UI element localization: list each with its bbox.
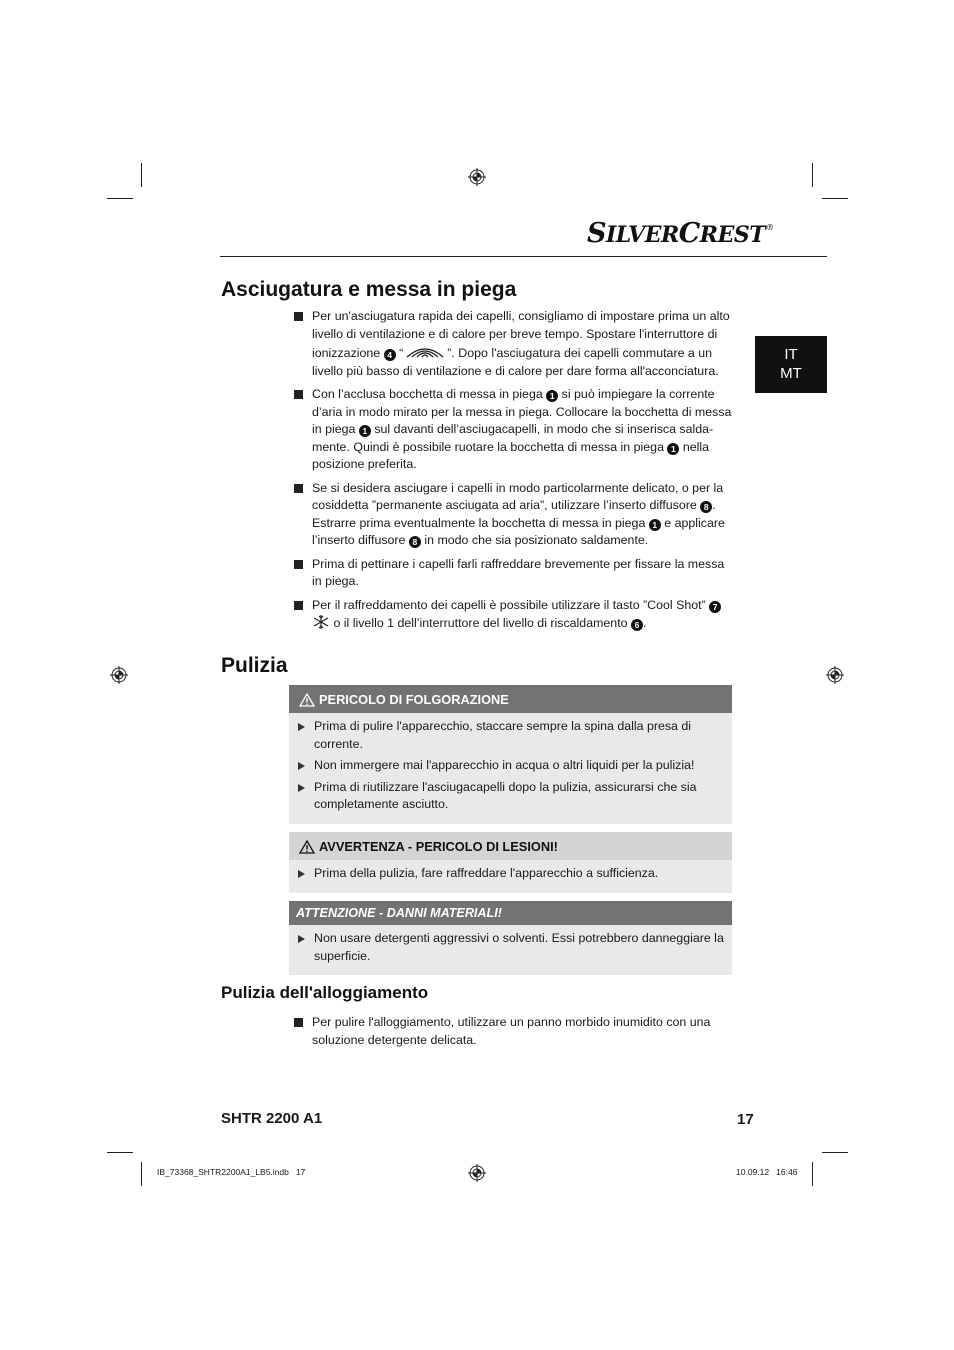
part-number-badge: 1 [649, 519, 661, 531]
arrow-bullet-icon [298, 870, 305, 878]
part-number-badge: 1 [546, 390, 558, 402]
warning-triangle-icon [299, 693, 315, 707]
part-number-badge: 7 [709, 601, 721, 613]
silvercrest-logo: SILVERCREST® [587, 218, 774, 249]
crop-mark [812, 163, 813, 187]
bullet-square-icon [294, 560, 303, 569]
registration-mark-icon [826, 666, 844, 684]
part-number-badge: 1 [359, 425, 371, 437]
language-code: MT [780, 365, 802, 382]
model-number: SHTR 2200 A1 [221, 1110, 323, 1127]
danger-box [289, 685, 732, 824]
warning-box [289, 832, 732, 893]
list-item: Se si desidera asciugare i capelli in modo particolarmente delicato, o per la cosiddetta ”permanente asciugata ad aria”, utilizzare l’inserto diffusore 8 . Estrarre prima eventualmente la bocchetta di messa in piega 1 e applicare l’inserto diffusore 8 in modo che sia posizionato saldamente. [291, 480, 737, 550]
header-rule [220, 256, 827, 257]
warning-header: AVVERTENZA - PERICOLO DI LESIONI! [289, 832, 732, 860]
list-item: Per un'asciugatura rapida dei capelli, consigliamo di impostare prima un alto livello di ventilazione e di calore per breve tempo. Spostare l'interruttore di ionizzazione 4 “ ”. Dopo l'asciugatura dei capelli commutare a un livello più basso di ventilazione e di calore per dare forma all'acconciatura. [291, 308, 737, 380]
section-title: Pulizia [221, 654, 288, 677]
bullet-list [291, 1014, 737, 1055]
list-item: Con l’acclusa bocchetta di messa in piega 1 si può impiegare la corrente d’aria in modo mirato per la messa in piega. Collocare la bocchetta di messa in piega 1 sul davanti dell’asciugacapelli, in modo che si inserisca salda-mente. Quindi è possibile ruotare la bocchetta di messa in piega 1 nella posizione preferita. [291, 386, 737, 474]
list-item: Per il raffreddamento dei capelli è possibile utilizzare il tasto ”Cool Shot” 7 o il livello 1 dell’interruttore del livello di riscaldamento 6 . [291, 597, 737, 633]
list-item: Prima di pettinare i capelli farli raffreddare brevemente per fissare la messa in piega. [291, 556, 737, 591]
part-number-badge: 8 [409, 536, 421, 548]
caution-box [289, 901, 732, 975]
bullet-square-icon [294, 1018, 303, 1027]
language-code: IT [784, 346, 798, 363]
caution-header: ATTENZIONE - DANNI MATERIALI! [289, 901, 732, 925]
crop-mark [812, 1162, 813, 1186]
print-slug-file: IB_73368_SHTR2200A1_LB5.indb 17 [157, 1167, 306, 1177]
part-number-badge: 8 [700, 501, 712, 513]
list-item: Non usare detergenti aggressivi o solventi. Essi potrebbero danneggiare la superficie. [297, 930, 724, 965]
part-number-badge: 4 [384, 349, 396, 361]
bullet-square-icon [294, 484, 303, 493]
bullet-list [291, 308, 737, 639]
crop-mark [822, 198, 848, 199]
danger-header: PERICOLO DI FOLGORAZIONE [289, 685, 732, 713]
crop-mark [107, 198, 133, 199]
arrow-bullet-icon [298, 784, 305, 792]
bullet-square-icon [294, 601, 303, 610]
arrow-bullet-icon [298, 762, 305, 770]
arrow-bullet-icon [298, 935, 305, 943]
crop-mark [141, 1162, 142, 1186]
warning-triangle-icon [299, 840, 315, 854]
list-item: Per pulire l'alloggiamento, utilizzare un panno morbido inumidito con una soluzione detergente delicata. [291, 1014, 737, 1049]
arrow-bullet-icon [298, 723, 305, 731]
snowflake-icon [312, 614, 330, 630]
page-number: 17 [737, 1111, 754, 1128]
print-slug-date: 10.09.12 16:46 [736, 1167, 798, 1177]
registration-mark-icon [110, 666, 128, 684]
list-item: Prima di pulire l'apparecchio, staccare sempre la spina dalla presa di corrente. [297, 718, 724, 753]
list-item: Non immergere mai l'apparecchio in acqua o altri liquidi per la pulizia! [297, 757, 724, 775]
bullet-square-icon [294, 312, 303, 321]
subsection-title: Pulizia dell'alloggiamento [221, 983, 429, 1002]
list-item: Prima di riutilizzare l'asciugacapelli dopo la pulizia, assicurarsi che sia completamente asciutto. [297, 779, 724, 814]
registration-mark-icon [468, 168, 486, 186]
section-title: Asciugatura e messa in piega [221, 278, 517, 301]
registration-mark-icon [468, 1164, 486, 1182]
bullet-square-icon [294, 390, 303, 399]
ionization-waves-icon [403, 343, 447, 359]
list-item: Prima della pulizia, fare raffreddare l'apparecchio a sufficienza. [297, 865, 724, 883]
crop-mark [822, 1152, 848, 1153]
part-number-badge: 6 [631, 619, 643, 631]
crop-mark [107, 1152, 133, 1153]
crop-mark [141, 163, 142, 187]
language-tab [755, 336, 827, 393]
part-number-badge: 1 [667, 443, 679, 455]
